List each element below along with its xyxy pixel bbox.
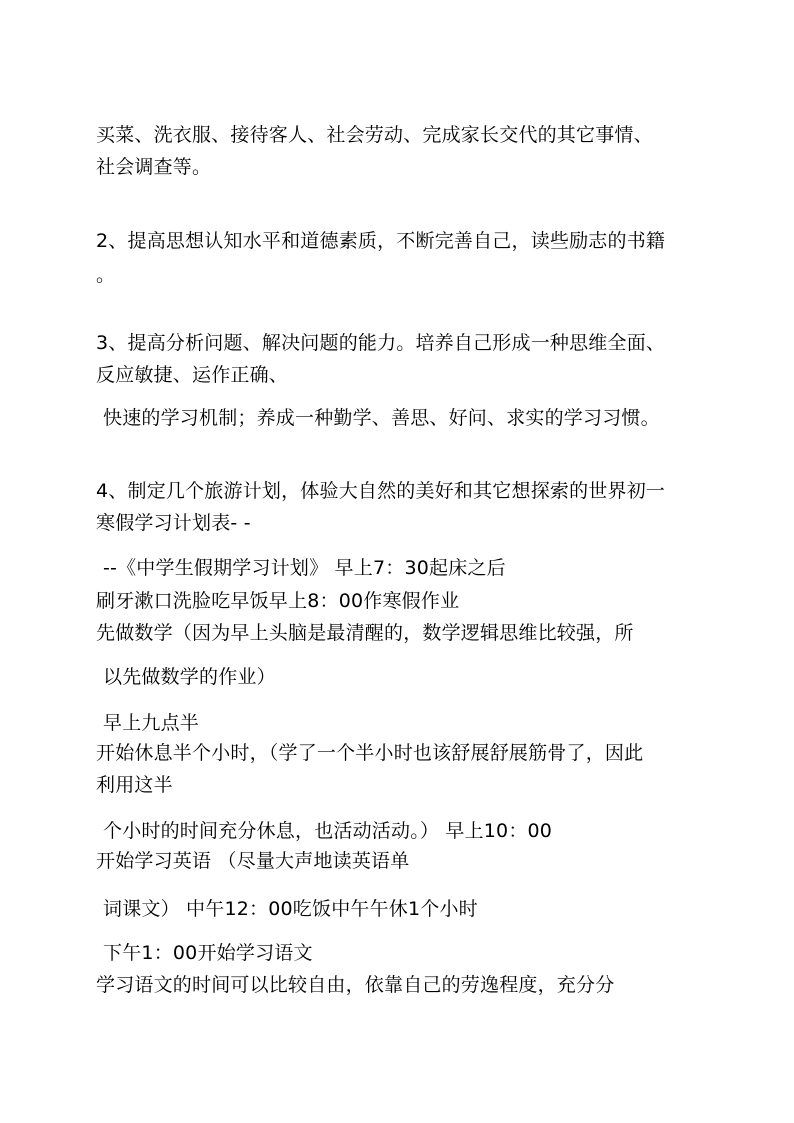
text-line: 2、提高思想认知水平和道德素质，不断完善自己，读些励志的书籍 (96, 230, 666, 252)
text-line: 学习语文的时间可以比较自由，依靠自己的劳逸程度，充分分 (96, 974, 615, 996)
text-line: 快速的学习机制；养成一种勤学、善思、好问、求实的学习习惯。 (103, 407, 660, 429)
text-line: 反应敏捷、运作正确、 (96, 364, 289, 386)
text-line: 以先做数学的作业） (103, 666, 276, 688)
text-line: 4、制定几个旅游计划，体验大自然的美好和其它想探索的世界初一 (96, 480, 666, 502)
text-line: 先做数学（因为早上头脑是最清醒的，数学逻辑思维比较强，所 (96, 622, 634, 644)
text-line: 买菜、洗衣服、接待客人、社会劳动、完成家长交代的其它事情、 (96, 124, 653, 146)
text-line: 开始休息半个小时，（学了一个半小时也该舒展舒展筋骨了，因此 (96, 742, 644, 764)
text-line: 利用这半 (96, 774, 173, 796)
text-line: --《中学生假期学习计划》 早上7：30起床之后 (103, 557, 506, 579)
text-line: 社会调查等。 (96, 156, 212, 178)
text-line: 早上九点半 (103, 712, 200, 734)
text-line: 下午1：00开始学习语文 (103, 942, 313, 964)
text-line: 刷牙漱口洗脸吃早饭早上8：00作寒假作业 (96, 590, 460, 612)
text-line: 寒假学习计划表- - (96, 512, 251, 534)
text-line: 。 (96, 264, 116, 286)
text-line: 个小时的时间充分休息，也活动活动。） 早上10：00 (103, 820, 553, 842)
text-line: 3、提高分析问题、解决问题的能力。培养自己形成一种思维全面、 (96, 332, 666, 354)
text-line: 词课文） 中午12：00吃饭中午午休1个小时 (103, 898, 478, 920)
text-line: 开始学习英语 （尽量大声地读英语单 (96, 850, 410, 872)
